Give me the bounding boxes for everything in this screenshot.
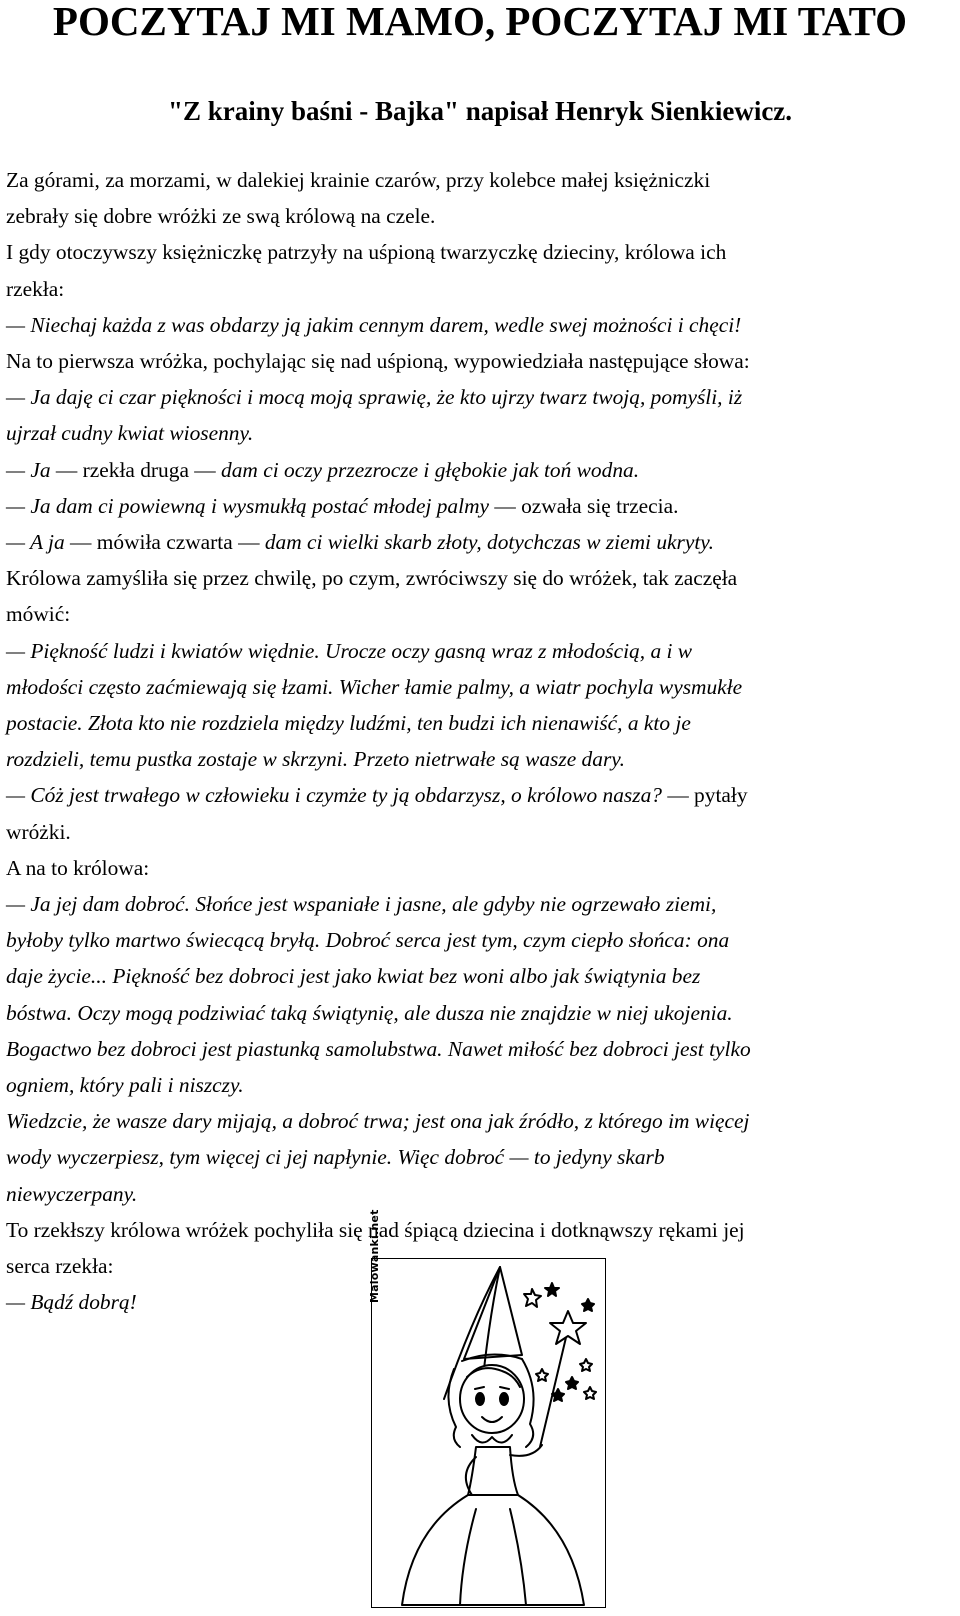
story-line: To rzekłszy królowa wróżek pochyliła się nad śpiącą dziecina i dotknąwszy rękami jej <box>6 1217 745 1242</box>
fairy-illustration <box>368 1209 606 1608</box>
dialogue-line: rozdzieli, temu pustka zostaje w skrzyni. Przeto nietrwałe są wasze dary. <box>6 747 625 772</box>
dialogue-line: — Bądź dobrą! <box>6 1290 137 1315</box>
dialogue-line: niewyczerpany. <box>6 1181 138 1206</box>
story-line: Królowa zamyśliła się przez chwilę, po czym, zwróciwszy się do wróżek, tak zaczęła <box>6 566 738 591</box>
dialogue-line: byłoby tylko martwo świecącą bryłą. Dobroć serca jest tym, czym ciepło słońca: ona <box>6 928 730 953</box>
story-line: serca rzekła: <box>6 1254 114 1279</box>
story-line: A na to królowa: <box>6 855 150 880</box>
quote-part: dam ci oczy przezrocze i głębokie jak toń wodna. <box>221 457 640 482</box>
narration-part: — rzekła druga — <box>50 457 222 482</box>
story-line: I gdy otoczywszy księżniczkę patrzyły na uśpioną twarzyczkę dzieciny, królowa ich <box>6 240 727 265</box>
dialogue-line: — Piękność ludzi i kwiatów więdnie. Urocze oczy gasną wraz z młodością, a i w <box>6 638 693 663</box>
dialogue-line <box>6 452 958 488</box>
quote-part: — Cóż jest trwałego w człowieku i czymże ty ją obdarzysz, o królowo nasza? <box>6 783 662 808</box>
dialogue-line <box>6 524 958 560</box>
story-line: Na to pierwsza wróżka, pochylając się nad uśpioną, wypowiedziała następujące słowa: <box>6 349 750 374</box>
narration-part: — pytały <box>661 783 748 808</box>
dialogue-line: — Ja jej dam dobroć. Słońce jest wspaniałe i jasne, ale gdyby nie ogrzewało ziemi, <box>6 892 717 917</box>
story-line: Za górami, za morzami, w dalekiej krainie czarów, przy kolebce małej księżniczki <box>6 168 711 192</box>
quote-part: dam ci wielki skarb złoty, dotychczas w ziemi ukryty. <box>264 530 714 555</box>
dialogue-line: — Ja daję ci czar piękności i mocą moją sprawię, że kto ujrzy twarz twoją, pomyśli, iż <box>6 385 743 410</box>
story-subtitle: "Z krainy baśni - Bajka" napisał Henryk Sienkiewicz. <box>167 96 793 126</box>
dialogue-line: Bogactwo bez dobroci jest piastunką samolubstwa. Nawet miłość bez dobroci jest tylko <box>6 1036 751 1061</box>
story-line: wróżki. <box>6 819 71 844</box>
fairy-princess-icon <box>372 1259 604 1606</box>
dialogue-line: wody wyczerpiesz, tym więcej ci jej napłynie. Więc dobroć — to jedyny skarb <box>6 1145 665 1170</box>
quote-part: — Ja <box>6 457 51 482</box>
dialogue-line <box>6 488 958 524</box>
dialogue-line <box>6 777 958 813</box>
dialogue-line: — Niechaj każda z was obdarzy ją jakim cennym darem, wedle swej możności i chęci! <box>6 312 742 337</box>
dialogue-line: ujrzał cudny kwiat wiosenny. <box>6 421 254 446</box>
dialogue-line: Wiedzcie, że wasze dary mijają, a dobroć trwa; jest ona jak źródło, z którego im więcej <box>6 1109 750 1134</box>
watermark-label: Malowanki.net <box>368 1209 381 1303</box>
story-line: zebrały się dobre wróżki ze swą królową na czele. <box>6 204 436 229</box>
story-text <box>6 162 958 1321</box>
dialogue-line: daje życie... Piękność bez dobroci jest jako kwiat bez woni albo jak świątynia bez <box>6 964 701 989</box>
dialogue-line: ogniem, który pali i niszczy. <box>6 1073 244 1098</box>
quote-part: — A ja <box>6 530 65 555</box>
narration-part: — mówiła czwarta — <box>64 530 265 555</box>
narration-part: — ozwała się trzecia. <box>489 493 679 518</box>
quote-part: — Ja dam ci powiewną i wysmukłą postać młodej palmy <box>6 493 490 518</box>
dialogue-line: bóstwa. Oczy mogą podziwiać taką świątynię, ale dusza nie znajdzie w niej ukojenia. <box>6 1000 733 1025</box>
page-title: POCZYTAJ MI MAMO, POCZYTAJ MI TATO <box>52 0 908 44</box>
dialogue-line: postacie. Złota kto nie rozdziela między ludźmi, ten budzi ich nienawiść, a kto je <box>6 711 691 736</box>
story-line: rzekła: <box>6 276 65 301</box>
story-line: mówić: <box>6 602 71 627</box>
dialogue-line: młodości często zaćmiewają się łzami. Wicher łamie palmy, a wiatr pochyla wysmukłe <box>6 674 743 699</box>
